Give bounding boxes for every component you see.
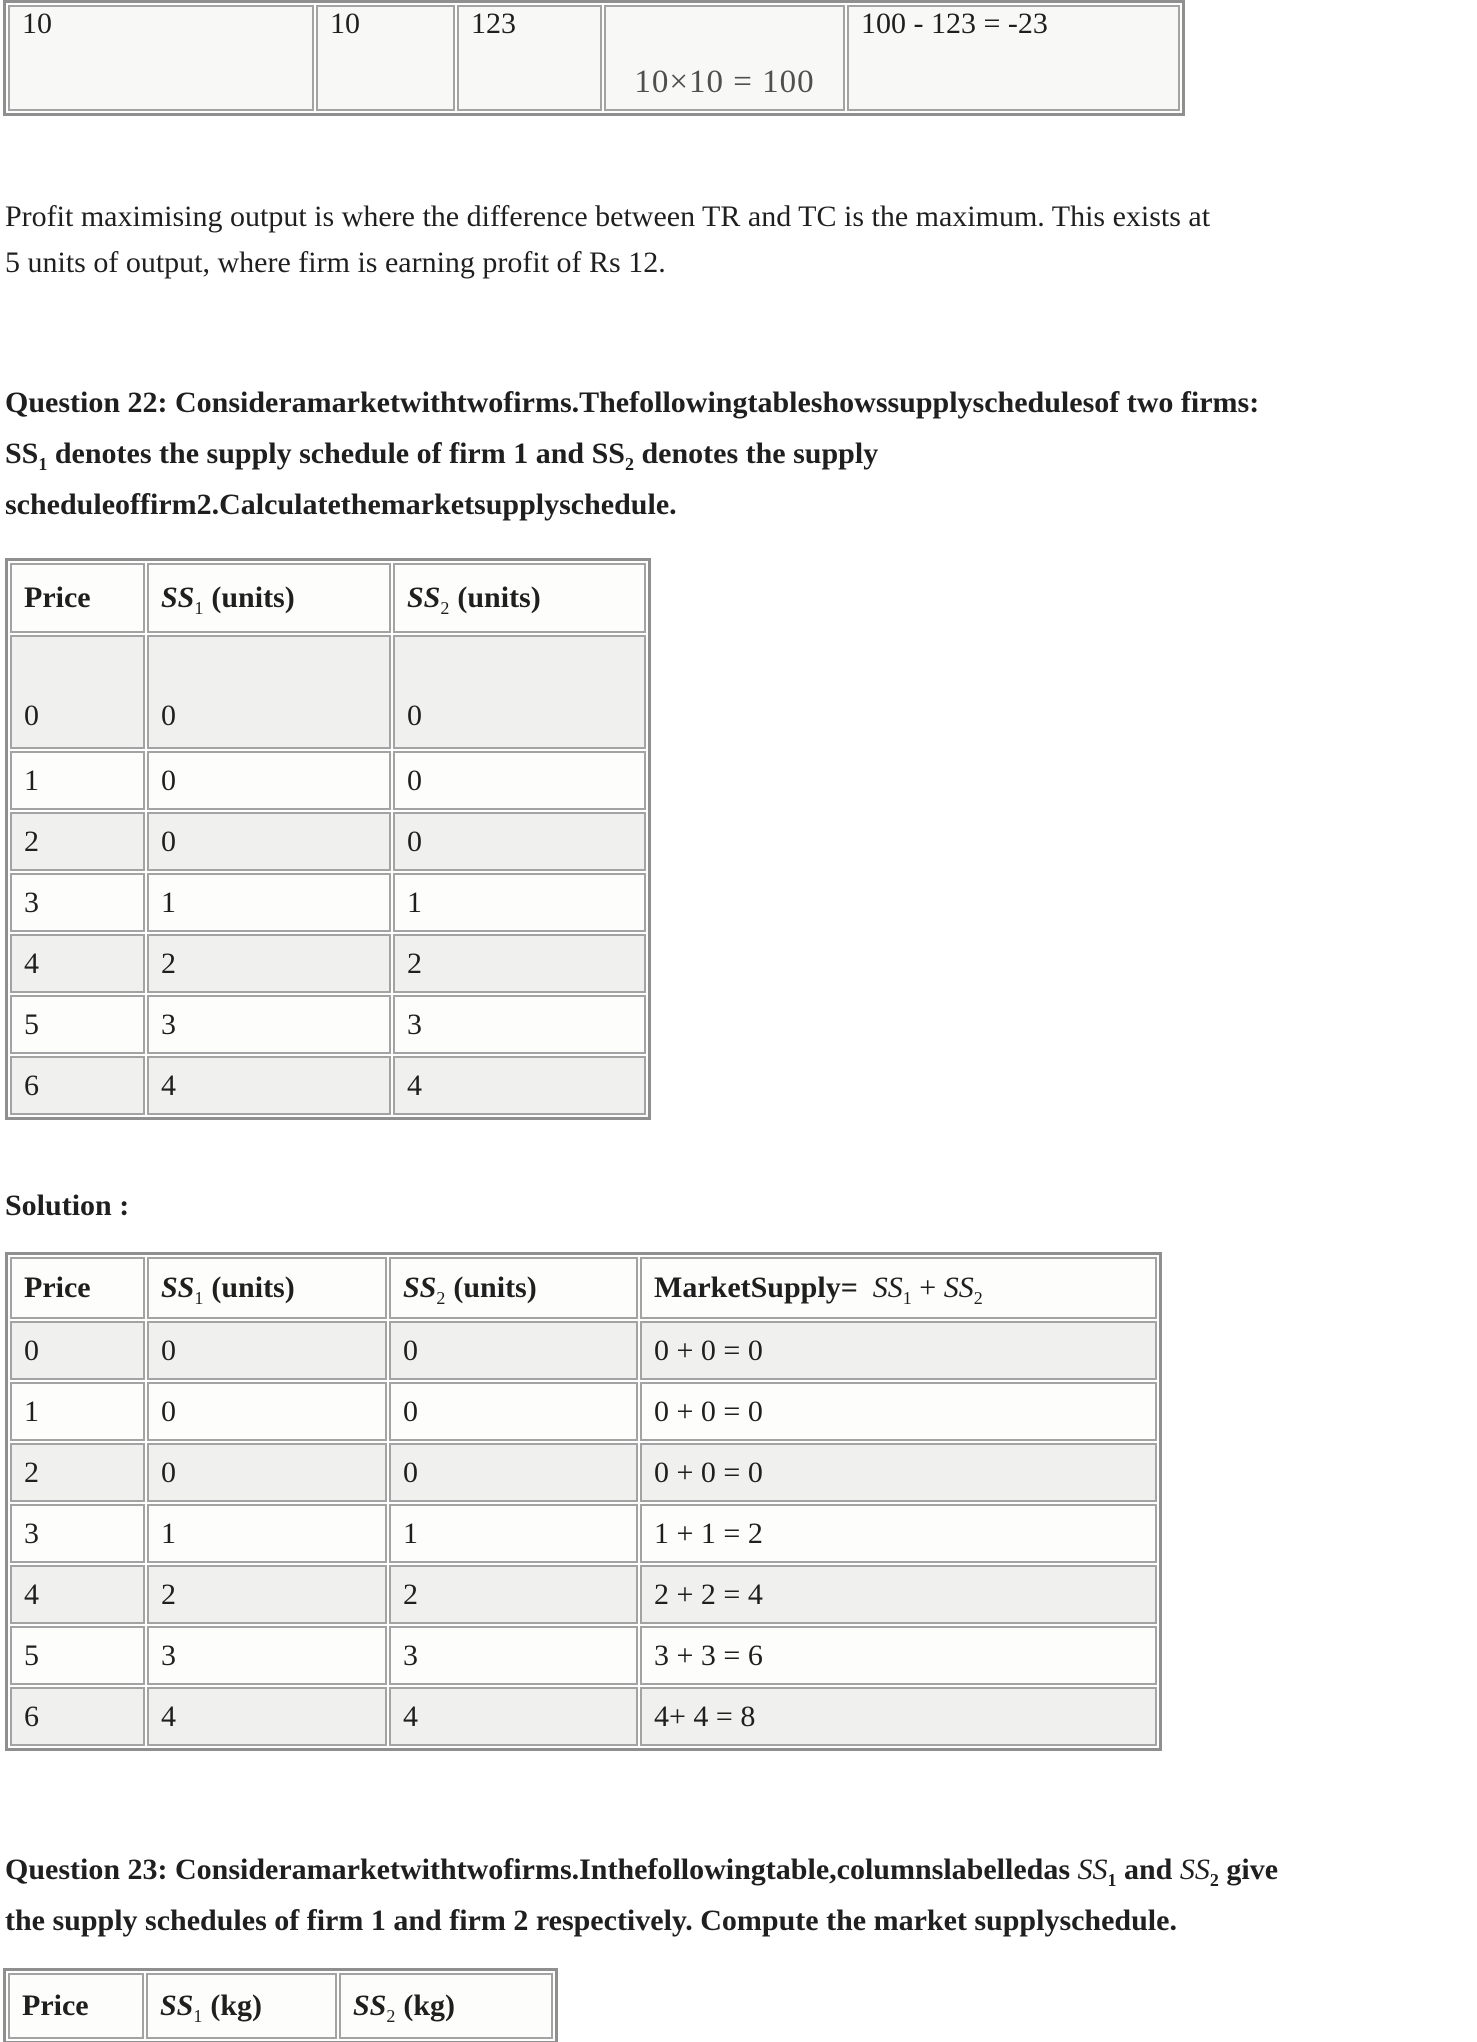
table-row [10, 635, 646, 749]
ss-subscript: 1 [902, 1288, 912, 1308]
table-row [10, 812, 646, 871]
ss-subscript: 2 [440, 598, 450, 618]
column-header-price [8, 1973, 144, 2039]
table-cell: 4 [10, 934, 145, 993]
column-header-ss2 [339, 1973, 553, 2039]
question-text: and [1116, 1853, 1180, 1886]
table-cell: 0 [10, 635, 145, 749]
q23-supply-table [3, 1968, 558, 2042]
header-units: (kg) [210, 1989, 263, 2022]
ss-symbol: SS [943, 1271, 974, 1304]
ss-symbol: SS [161, 581, 195, 614]
table-row [10, 1565, 1157, 1624]
ss2-subscript: 2 [624, 454, 634, 474]
header-units: (kg) [403, 1989, 456, 2022]
ss-symbol: SS [407, 581, 441, 614]
plus-sign: + [919, 1271, 937, 1304]
ss-subscript: 2 [973, 1288, 983, 1308]
table-cell: 2 [393, 934, 646, 993]
table-cell: 0 [147, 812, 391, 871]
question-line [5, 1844, 1278, 1895]
question-line: Question 22: Consideramarketwithtwofirms.Thefollowingtableshowssupplyschedulesof two firms: [5, 386, 1260, 419]
paragraph-line: 5 units of output, where firm is earning profit of Rs 12. [5, 246, 666, 279]
table-cell: 3 + 3 = 6 [640, 1626, 1157, 1685]
table-cell: 2 [10, 812, 145, 871]
table-cell: 0 [389, 1382, 638, 1441]
column-header-market-supply [640, 1257, 1157, 1319]
profit-paragraph [5, 194, 1210, 286]
column-header-ss2 [389, 1257, 638, 1319]
table-cell: 0 [147, 635, 391, 749]
table-cell: 1 + 1 = 2 [640, 1504, 1157, 1563]
table-cell: 2 [147, 1565, 387, 1624]
table-cell: 1 [389, 1504, 638, 1563]
ss-symbol: SS [1179, 1853, 1210, 1886]
question-line [5, 428, 1259, 479]
table-cell-profit: 100 - 123 = -23 [847, 5, 1180, 111]
column-header-price [10, 563, 145, 633]
solution-heading: Solution : [5, 1189, 130, 1222]
table-cell-tc: 123 [457, 5, 602, 111]
table-cell: 3 [10, 873, 145, 932]
ss1-label: SS [5, 437, 39, 470]
table-cell: 0 + 0 = 0 [640, 1443, 1157, 1502]
ss-subscript: 1 [1107, 1870, 1117, 1890]
header-row [10, 1257, 1157, 1319]
header-label: Price [24, 581, 91, 614]
column-header-ss1 [147, 1257, 387, 1319]
question-text: denotes the supply schedule of firm 1 and [47, 437, 592, 470]
table-cell: 5 [10, 1626, 145, 1685]
table-cell: 1 [10, 751, 145, 810]
table-row [10, 1321, 1157, 1380]
table-row [10, 1443, 1157, 1502]
supply-schedule-table [5, 558, 651, 1120]
table-cell: 0 [393, 751, 646, 810]
question-22-heading [5, 377, 1259, 530]
table-cell: 2 [147, 934, 391, 993]
question-23-heading [5, 1844, 1278, 1946]
ss-symbol: SS [161, 1271, 195, 1304]
table-row [8, 5, 1180, 111]
table-row [10, 873, 646, 932]
table-cell: 2 [389, 1565, 638, 1624]
table-cell: 0 [10, 1321, 145, 1380]
ss-symbol: SS [403, 1271, 437, 1304]
ss-subscript: 1 [193, 2006, 203, 2026]
market-supply-solution-table [5, 1252, 1162, 1751]
table-cell-output: 10 [8, 5, 314, 111]
paragraph-line: Profit maximising output is where the difference between TR and TC is the maximum. This exists at [5, 200, 1211, 233]
header-units: (units) [457, 581, 541, 614]
table-row [10, 995, 646, 1054]
table-cell: 4 [10, 1565, 145, 1624]
table-cell: 0 [389, 1443, 638, 1502]
table-cell: 4 [147, 1056, 391, 1115]
table-cell: 6 [10, 1056, 145, 1115]
question-text: denotes the supply [633, 437, 879, 470]
table-cell: 3 [389, 1626, 638, 1685]
profit-calculation-table [3, 0, 1185, 116]
header-units: (units) [211, 581, 295, 614]
column-header-ss1 [147, 563, 391, 633]
table-cell: 2 + 2 = 4 [640, 1565, 1157, 1624]
ss-subscript: 1 [194, 1288, 204, 1308]
table-cell: 0 [389, 1321, 638, 1380]
table-cell: 0 + 0 = 0 [640, 1321, 1157, 1380]
header-row [8, 1973, 553, 2039]
column-header-ss1 [146, 1973, 337, 2039]
ss-subscript: 1 [194, 598, 204, 618]
table-cell: 0 [147, 1443, 387, 1502]
question-text: give [1218, 1853, 1279, 1886]
table-row [10, 1687, 1157, 1746]
table-cell: 1 [10, 1382, 145, 1441]
table-row [10, 1504, 1157, 1563]
table-row [10, 934, 646, 993]
ss-symbol: SS [160, 1989, 194, 2022]
header-row [10, 563, 646, 633]
table-cell-tr-formula: 10×10 = 100 [604, 5, 845, 111]
header-label: Price [24, 1271, 91, 1304]
table-cell: 0 [393, 812, 646, 871]
table-row [10, 751, 646, 810]
table-cell: 4 [393, 1056, 646, 1115]
table-cell: 1 [393, 873, 646, 932]
table-cell: 4 [147, 1687, 387, 1746]
table-row [10, 1626, 1157, 1685]
question-line: scheduleoffirm2.Calculatethemarketsupplyschedule. [5, 488, 677, 521]
header-label: MarketSupply= [654, 1271, 858, 1304]
table-cell: 0 [147, 1321, 387, 1380]
table-cell: 5 [10, 995, 145, 1054]
table-cell: 3 [393, 995, 646, 1054]
header-units: (units) [453, 1271, 537, 1304]
ss-symbol: SS [1077, 1853, 1108, 1886]
header-units: (units) [211, 1271, 295, 1304]
question-text: Question 23: Consideramarketwithtwofirms.Inthefollowingtable,columnslabelledas [5, 1853, 1078, 1886]
table-cell: 4 [389, 1687, 638, 1746]
table-cell: 3 [147, 995, 391, 1054]
table-cell: 0 [147, 751, 391, 810]
table-cell: 1 [147, 873, 391, 932]
table-cell-price: 10 [316, 5, 455, 111]
ss-subscript: 2 [1209, 1870, 1219, 1890]
table-cell: 0 [147, 1382, 387, 1441]
ss-subscript: 2 [436, 1288, 446, 1308]
ss-symbol: SS [872, 1271, 903, 1304]
column-header-price [10, 1257, 145, 1319]
table-row [10, 1382, 1157, 1441]
table-cell: 3 [147, 1626, 387, 1685]
table-cell: 0 + 0 = 0 [640, 1382, 1157, 1441]
table-cell: 3 [10, 1504, 145, 1563]
table-row [10, 1056, 646, 1115]
table-cell: 4+ 4 = 8 [640, 1687, 1157, 1746]
question-line: the supply schedules of firm 1 and firm 2 respectively. Compute the market supplyschedule. [5, 1904, 1177, 1937]
ss1-subscript: 1 [38, 454, 48, 474]
table-cell: 2 [10, 1443, 145, 1502]
header-label: Price [22, 1989, 89, 2022]
ss-symbol: SS [353, 1989, 387, 2022]
column-header-ss2 [393, 563, 646, 633]
ss-subscript: 2 [386, 2006, 396, 2026]
table-cell: 1 [147, 1504, 387, 1563]
table-cell: 6 [10, 1687, 145, 1746]
table-cell: 0 [393, 635, 646, 749]
ss2-label: SS [591, 437, 625, 470]
